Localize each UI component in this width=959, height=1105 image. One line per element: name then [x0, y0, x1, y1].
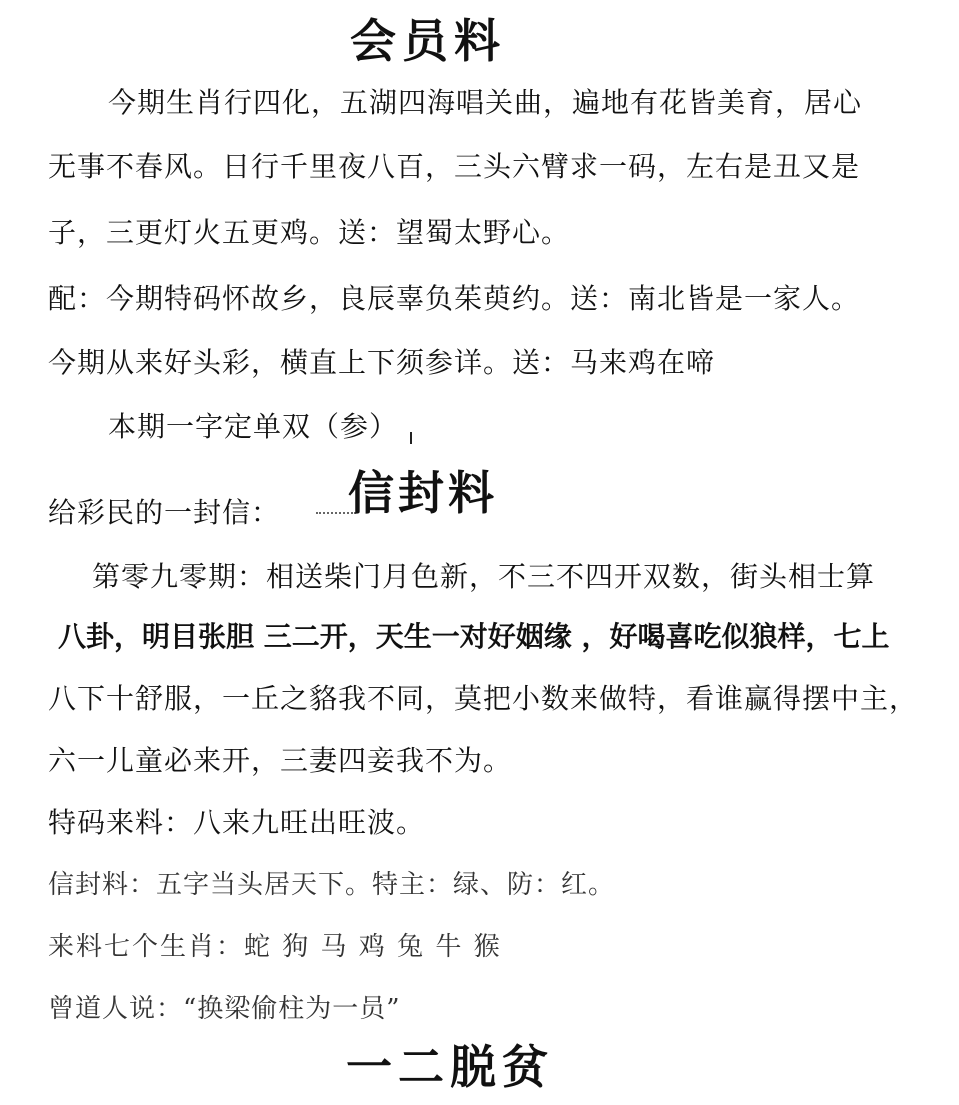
- text-line: 曾道人说：“换梁偷柱为一员”: [48, 994, 401, 1024]
- stray-mark: [410, 432, 412, 444]
- heading-xinfengliao: 信封料: [348, 466, 498, 520]
- text-line: 特码来料：八来九旺出旺波。: [48, 806, 426, 839]
- text-line: 子，三更灯火五更鸡。送：望蜀太野心。: [48, 216, 571, 249]
- text-line: 信封料：五字当头居天下。特主：绿、防：红。: [48, 870, 616, 900]
- text-line: 今期从来好头彩，横直上下须参详。送：马来鸡在啼: [48, 346, 716, 379]
- text-line: 今期生肖行四化，五湖四海唱关曲，遍地有花皆美育，居心: [108, 86, 863, 119]
- text-line: 配：今期特码怀故乡，良辰辜负茱萸约。送：南北皆是一家人。: [48, 282, 861, 315]
- text-line: 六一儿童必来开，三妻四妾我不为。: [48, 744, 513, 777]
- letter-intro: 给彩民的一封信：: [48, 496, 281, 529]
- text-line: 来料七个生肖：蛇 狗 马 鸡 兔 牛 猴: [48, 932, 502, 962]
- heading-huiyuanliao: 会员料: [350, 14, 506, 68]
- text-line: 八下十舒服，一丘之貉我不同，莫把小数来做特，看谁赢得摆中主，: [48, 682, 919, 715]
- text-line: 第零九零期：相送柴门月色新，不三不四开双数，街头相士算: [92, 560, 876, 593]
- heading-yierfupin: 一二脱贫: [346, 1040, 554, 1094]
- text-line: 无事不春风。日行千里夜八百，三头六臂求一码，左右是丑又是: [48, 150, 861, 183]
- text-line: 八卦，明目张胆 三二开，天生一对好姻缘 ，好喝喜吃似狼样，七上: [58, 620, 890, 653]
- text-line: 本期一字定单双（参）: [108, 410, 399, 443]
